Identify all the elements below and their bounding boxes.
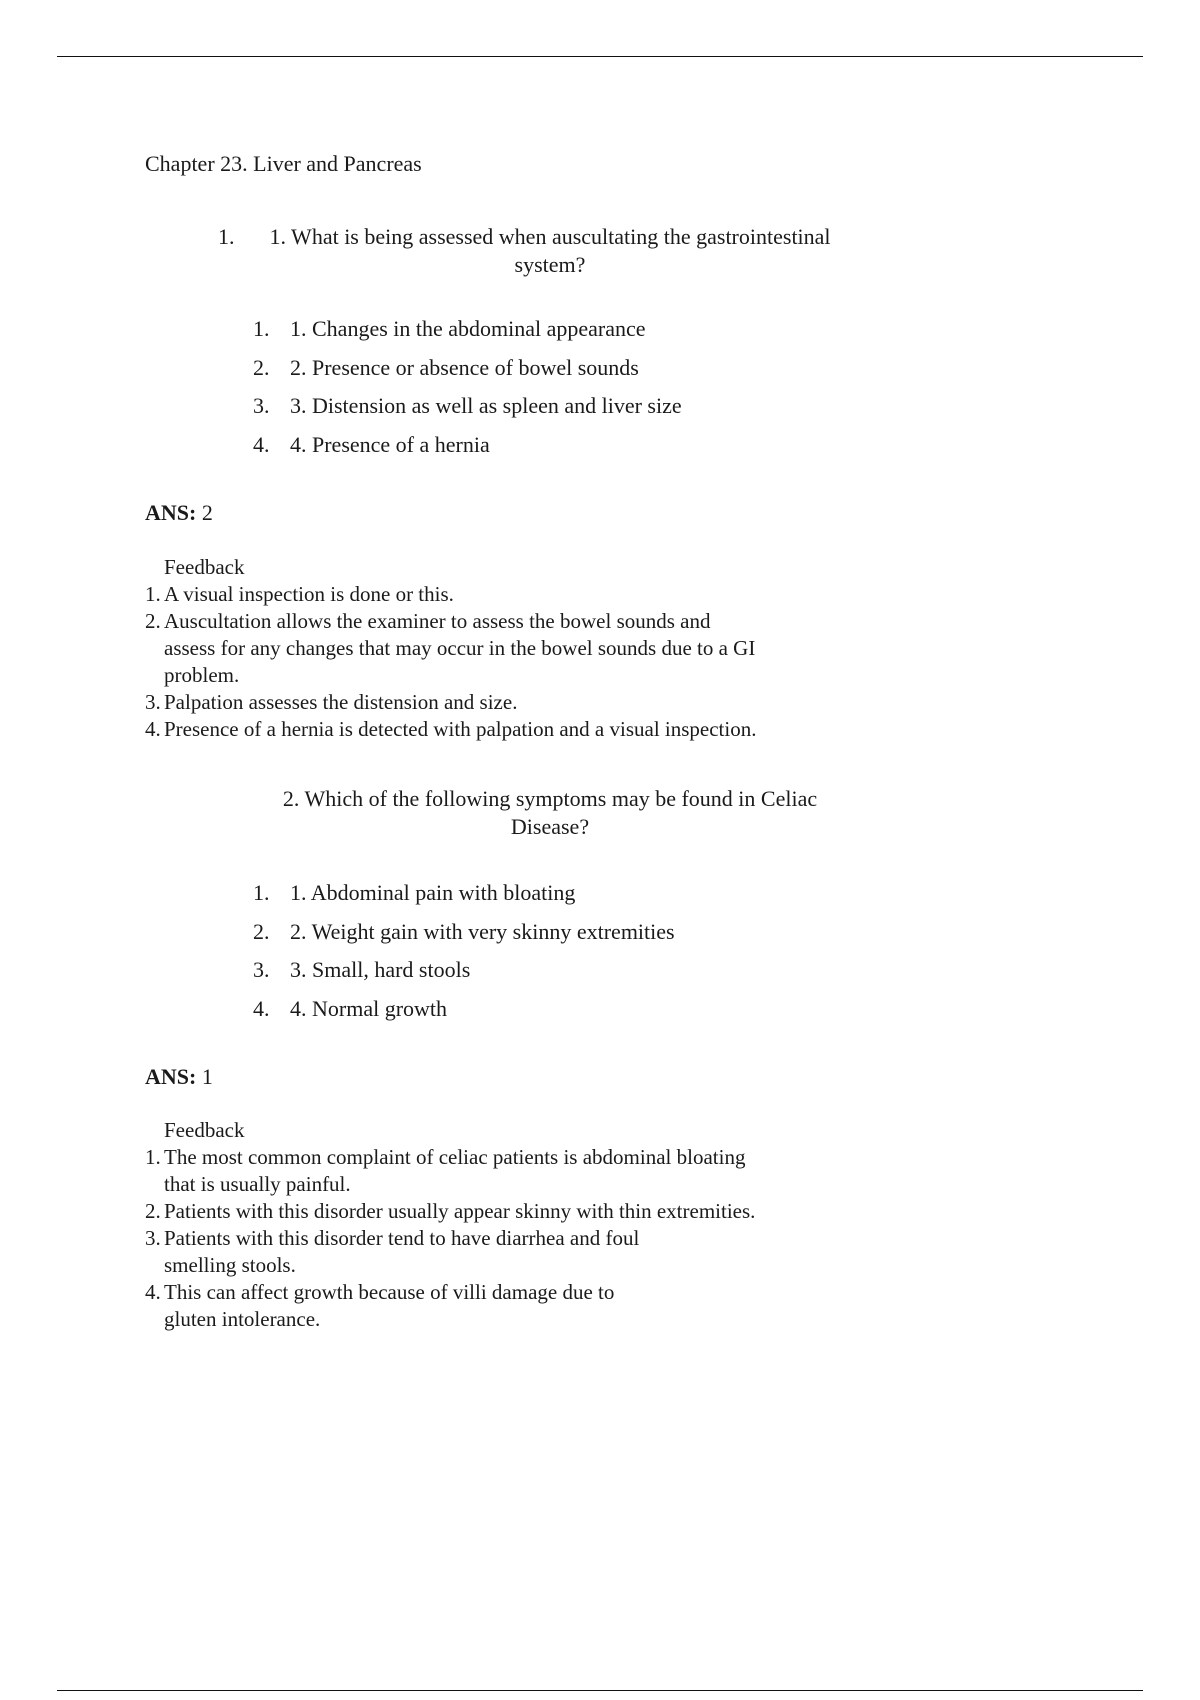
option-item [253,431,682,470]
feedback-text-cont: assess for any changes that may occur in the bowel sounds due to a GI [164,636,756,660]
question-1 [190,223,910,279]
feedback-item [145,581,885,608]
feedback-number: 3. [145,690,161,714]
option-number: 4. [253,431,270,457]
option-text: 4. Presence of a hernia [290,431,490,457]
feedback-text: Auscultation allows the examiner to assess the bowel sounds and [164,609,711,633]
feedback-text: Palpation assesses the distension and size. [164,690,518,714]
feedback-1 [145,554,885,743]
feedback-text: A visual inspection is done or this. [164,582,454,606]
option-text: 3. Distension as well as spleen and liver size [290,393,682,418]
option-text: 1. Abdominal pain with bloating [290,880,576,905]
option-item [253,995,675,1034]
option-number: 1. [253,316,270,341]
feedback-text: Patients with this disorder tend to have diarrhea and foul [164,1226,640,1250]
answer-value: 2 [201,500,213,525]
feedback-item [145,1279,885,1333]
option-number: 4. [253,995,270,1021]
feedback-item [145,608,885,689]
option-item [253,392,682,431]
question-text-line: 1. What is being assessed when auscultating the gastrointestinal [269,224,831,249]
option-item [253,918,675,957]
feedback-text: This can affect growth because of villi damage due to [164,1280,615,1304]
option-number: 1. [253,880,270,905]
option-text: 2. Presence or absence of bowel sounds [290,354,639,380]
answer-2 [145,1064,213,1090]
option-text: 4. Normal growth [290,995,448,1021]
feedback-number: 4. [145,1280,161,1304]
feedback-item [145,1225,885,1279]
option-item [253,354,682,393]
question-text-line: system? [514,252,586,277]
feedback-text: Presence of a hernia is detected with palpation and a visual inspection. [164,717,757,741]
option-text: 1. Changes in the abdominal appearance [290,316,646,341]
feedback-title: Feedback [164,1118,245,1142]
option-text: 3. Small, hard stools [290,957,471,982]
feedback-item [145,689,885,716]
answer-1 [145,500,213,526]
answer-value: 1 [201,1064,213,1089]
question-text-line: 2. Which of the following symptoms may be found in Celiac [282,786,818,811]
feedback-text: Patients with this disorder usually appear skinny with thin extremities. [164,1199,756,1223]
option-number: 3. [253,957,270,982]
feedback-title: Feedback [164,555,245,579]
option-text: 2. Weight gain with very skinny extremities [290,918,675,944]
answer-label: ANS: [145,500,197,525]
feedback-number: 1. [145,1145,161,1169]
answer-options-1 [253,315,682,469]
option-item [253,315,682,354]
question-list-number: 1. [218,224,235,249]
feedback-number: 4. [145,717,161,741]
feedback-number: 2. [145,1199,161,1223]
option-item [253,879,675,918]
answer-label: ANS: [145,1064,197,1089]
feedback-text-cont: gluten intolerance. [164,1307,321,1331]
feedback-2 [145,1117,885,1333]
feedback-item [145,1144,885,1198]
bottom-divider [57,1690,1143,1691]
option-number: 2. [253,918,270,944]
feedback-item [145,716,885,743]
feedback-number: 1. [145,582,161,606]
option-item [253,956,675,995]
chapter-title: Chapter 23. Liver and Pancreas [145,151,422,176]
feedback-number: 2. [145,609,161,633]
option-number: 2. [253,354,270,380]
top-divider [57,56,1143,57]
feedback-text-cont: problem. [164,663,240,687]
question-2 [190,785,910,841]
question-text-line: Disease? [510,814,590,839]
feedback-item [145,1198,885,1225]
feedback-text: The most common complaint of celiac patients is abdominal bloating [164,1145,746,1169]
option-number: 3. [253,393,270,418]
feedback-text-cont: that is usually painful. [164,1172,351,1196]
feedback-text-cont: smelling stools. [164,1253,296,1277]
answer-options-2 [253,879,675,1033]
feedback-number: 3. [145,1226,161,1250]
